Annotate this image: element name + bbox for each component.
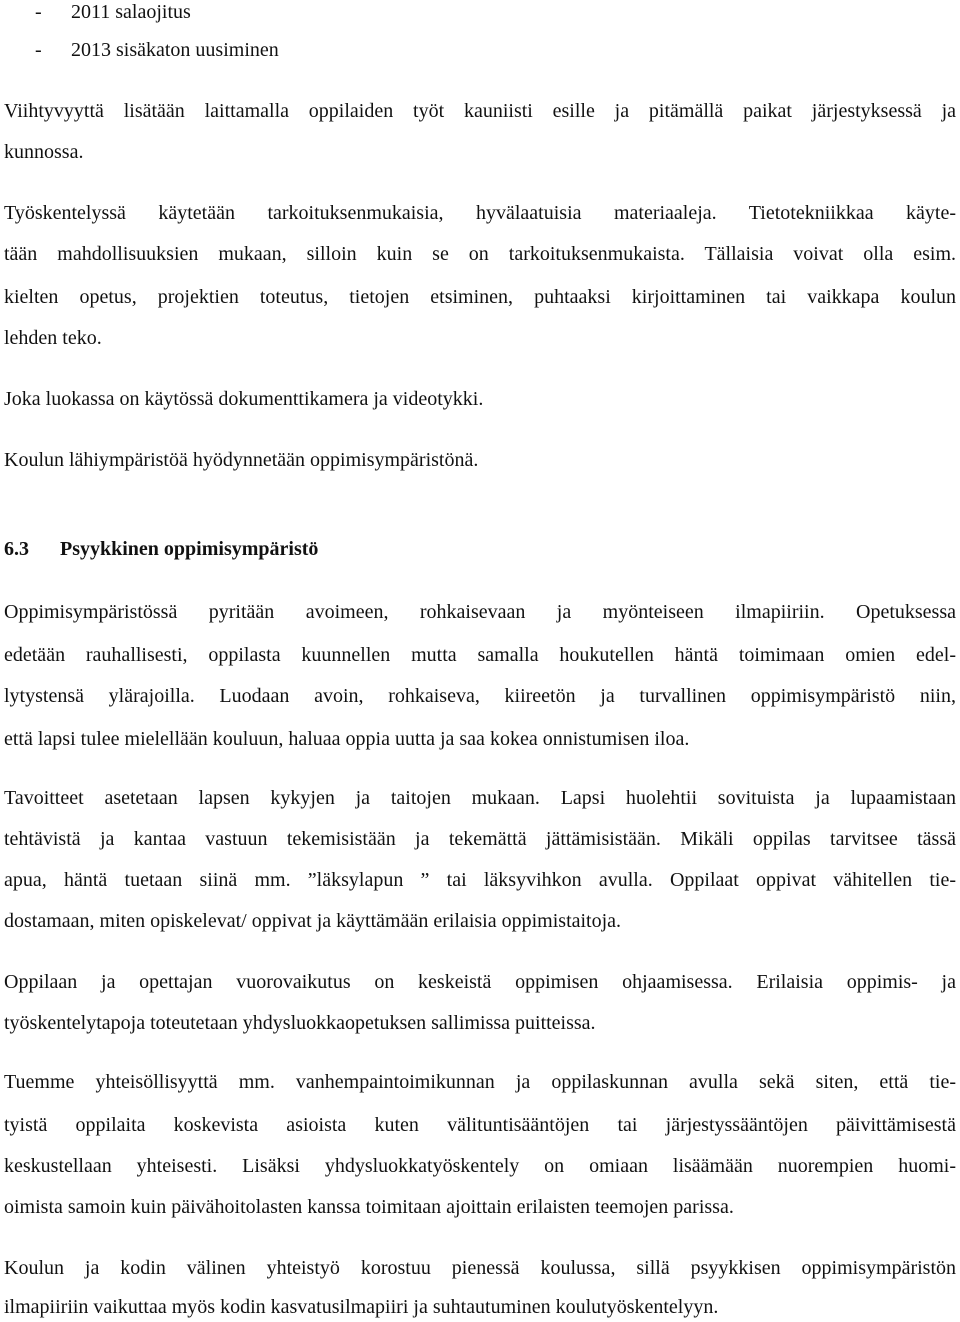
list-item-text: 2011 salaojitus: [71, 1, 191, 23]
text-line: oimista samoin kuin päivähoitolasten kanssa toimitaan ajoittain erilaisten teemojen parissa.: [4, 1196, 734, 1218]
list-item: [35, 38, 279, 62]
section-heading: [4, 537, 318, 561]
text-line: kielten opetus, projektien toteutus, tietojen etsiminen, puhtaaksi kirjoittaminen tai vaikkapa koulun: [4, 286, 956, 308]
list-dash: -: [35, 39, 42, 61]
text-line: lytystensä ylärajoilla. Luodaan avoin, rohkaiseva, kiireetön ja turvallinen oppimisympäristö niin,: [4, 685, 956, 707]
section-number: 6.3: [4, 538, 29, 560]
text-line: apua, häntä tuetaan siinä mm. ”läksylapun ” tai läksyvihkon avulla. Oppilaat oppivat vähitellen tie-: [4, 869, 956, 891]
text-line: kunnossa.: [4, 141, 84, 163]
text-line: Tavoitteet asetetaan lapsen kykyjen ja taitojen mukaan. Lapsi huolehtii sovituista ja lupaamistaan: [4, 787, 956, 809]
text-line: lehden teko.: [4, 327, 102, 349]
text-line: Koulun ja kodin välinen yhteistyö korostuu pienessä koulussa, sillä psyykkisen oppimisympäristön: [4, 1257, 956, 1279]
text-line: että lapsi tulee mielellään kouluun, haluaa oppia uutta ja saa kokea onnistumisen iloa.: [4, 728, 690, 750]
section-title: Psyykkinen oppimisympäristö: [60, 538, 319, 560]
text-line: Oppimisympäristössä pyritään avoimeen, rohkaisevaan ja myönteiseen ilmapiiriin. Opetuksessa: [4, 601, 956, 623]
text-line: keskustellaan yhteisesti. Lisäksi yhdysluokkatyöskentely on omiaan lisäämään nuorempien huomi-: [4, 1155, 956, 1177]
list-item: [35, 0, 191, 24]
text-line: työskentelytapoja toteutetaan yhdysluokkaopetuksen sallimissa puitteissa.: [4, 1012, 596, 1034]
paragraph-lahiymparisto: Koulun lähiympäristöä hyödynnetään oppimisympäristönä.: [4, 449, 479, 471]
text-line: tään mahdollisuuksien mukaan, silloin kuin se on tarkoituksenmukaista. Tällaisia voivat olla esim.: [4, 243, 956, 265]
list-item-text: 2013 sisäkaton uusiminen: [71, 39, 279, 61]
text-line: edetään rauhallisesti, oppilasta kuunnellen mutta samalla houkutellen häntä toimimaan omien edel-: [4, 644, 956, 666]
text-line: tyistä oppilaita koskevista asioista kuten välituntisääntöjen tai järjestyssääntöjen päivittämisestä: [4, 1114, 956, 1136]
text-line: dostamaan, miten opiskelevat/ oppivat ja käyttämään erilaisia oppimistaitoja.: [4, 910, 622, 932]
paragraph-dokumenttikamera: Joka luokassa on käytössä dokumenttikamera ja videotykki.: [4, 388, 484, 410]
text-line: Viihtyvyyttä lisätään laittamalla oppilaiden työt kauniisti esille ja pitämällä paikat järjestyksessä ja: [4, 100, 956, 122]
text-line: Tuemme yhteisöllisyyttä mm. vanhempaintoimikunnan ja oppilaskunnan avulla sekä siten, että tie-: [4, 1071, 956, 1093]
text-line: tehtävistä ja kantaa vastuun tekemisistään ja tekemättä jättämisistään. Mikäli oppilas tarvitsee tässä: [4, 828, 956, 850]
text-line: ilmapiiriin vaikuttaa myös kodin kasvatusilmapiiri ja suhtautuminen koulutyöskentelyyn.: [4, 1296, 719, 1318]
text-line: Oppilaan ja opettajan vuorovaikutus on keskeistä oppimisen ohjaamisessa. Erilaisia oppimis- ja: [4, 971, 956, 993]
list-dash: -: [35, 1, 42, 23]
text-line: Työskentelyssä käytetään tarkoituksenmukaisia, hyvälaatuisia materiaaleja. Tietotekniikkaa käyte-: [4, 202, 956, 224]
